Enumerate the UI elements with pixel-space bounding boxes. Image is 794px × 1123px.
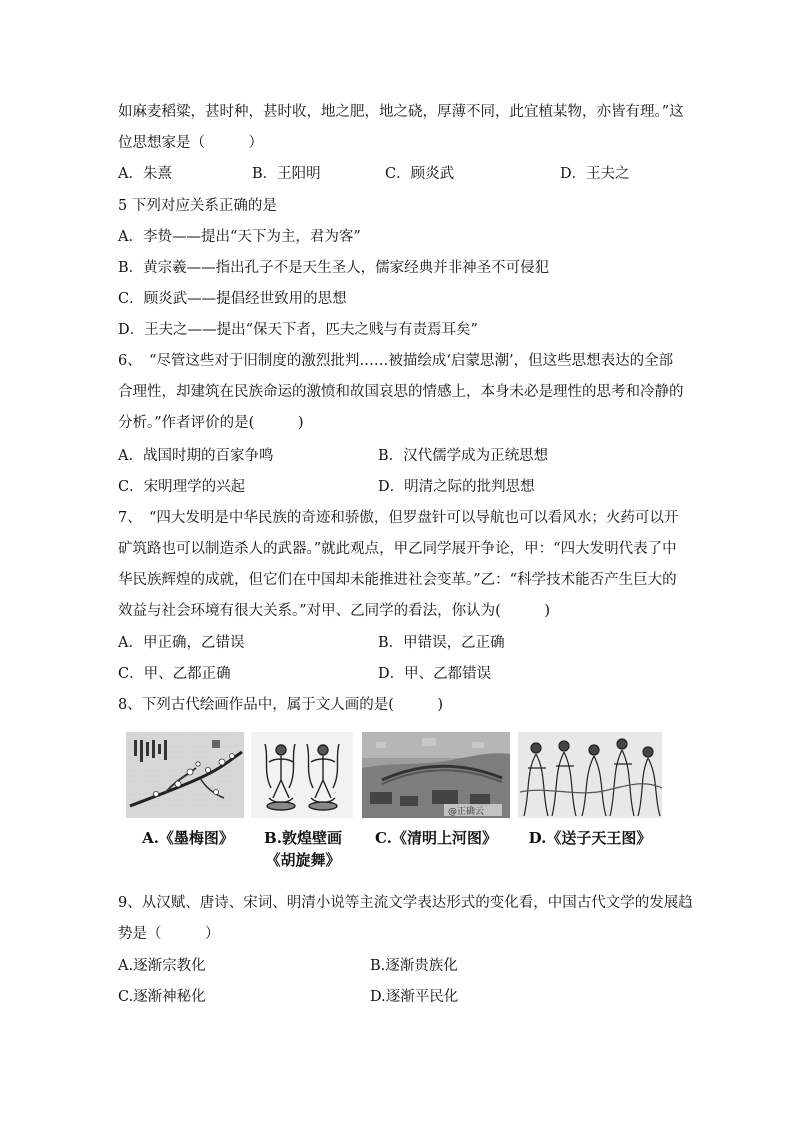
caption-b-line-2: 《胡旋舞》	[265, 851, 341, 869]
q9-option-a: A.逐渐宗教化	[118, 958, 206, 974]
q9-option-b: B.逐渐贵族化	[370, 958, 458, 974]
caption-a: A.《墨梅图》	[142, 829, 234, 847]
q4-stem-line-1: 如麻麦稻粱，甚时种，甚时收，地之肥，地之硗，厚薄不同，此宜植某物，亦皆有理。”这	[118, 104, 684, 120]
painting-mo-mei-tu	[126, 732, 244, 818]
q7-stem-line-1: 7、 “四大发明是中华民族的奇迹和骄傲，但罗盘针可以导航也可以看风水；火药可以开	[118, 510, 679, 526]
plum-blossom-image	[126, 732, 244, 818]
q6-option-c: C．宋明理学的兴起	[118, 479, 246, 495]
q6-option-d: D．明清之际的批判思想	[378, 479, 535, 495]
q7-stem-line-3: 华民族辉煌的成就，但它们在中国却未能推进社会变革。”乙：“科学技术能否产生巨大的	[118, 572, 677, 588]
caption-d: D.《送子天王图》	[528, 829, 652, 847]
q7-option-c: C．甲、乙都正确	[118, 666, 231, 682]
q6-option-a: A．战国时期的百家争鸣	[118, 448, 274, 464]
caption-c: C.《清明上河图》	[375, 829, 497, 847]
qingming-river-image	[362, 732, 510, 818]
q6-stem-line-1: 6、 “尽管这些对于旧制度的激烈批判……被描绘成‘启蒙思潮’，但这些思想表达的全部	[118, 353, 674, 369]
q7-option-b: B．甲错误，乙正确	[378, 635, 505, 651]
q5-stem: 5 下列对应关系正确的是	[118, 198, 277, 214]
q4-option-d: D．王夫之	[560, 166, 630, 182]
q7-stem-line-4: 效益与社会环境有很大关系。”对甲、乙同学的看法，你认为( )	[118, 603, 550, 619]
dunhuang-dancers-image	[251, 732, 353, 818]
q6-stem-line-2: 合理性，却建筑在民族命运的激愤和故国哀思的情感上，本身未必是理性的思考和冷静的	[118, 384, 684, 400]
q5-option-c: C．顾炎武——提倡经世致用的思想	[118, 291, 347, 307]
watermark-text: @正确云	[448, 807, 485, 817]
q9-stem-line-1: 9、从汉赋、唐诗、宋词、明清小说等主流文学表达形式的变化看，中国古代文学的发展趋	[118, 895, 693, 911]
q9-option-d: D.逐渐平民化	[370, 989, 459, 1005]
q9-option-c: C.逐渐神秘化	[118, 989, 206, 1005]
painting-qingming-shanghe-tu	[362, 732, 510, 818]
q4-stem-line-2: 位思想家是（ ）	[118, 135, 263, 151]
q9-stem-line-2: 势是（ ）	[118, 926, 220, 942]
painting-dunhuang-huxuan-dance	[251, 732, 353, 818]
painting-songzi-tianwang-tu	[518, 732, 662, 818]
caption-b-line-1: B.敦煌壁画	[264, 829, 342, 847]
q7-option-d: D．甲、乙都错误	[378, 666, 492, 682]
q5-option-b: B．黄宗羲——指出孔子不是天生圣人，儒家经典并非神圣不可侵犯	[118, 260, 550, 276]
q5-option-a: A．李贽——提出“天下为主，君为客”	[118, 229, 361, 245]
q6-option-b: B．汉代儒学成为正统思想	[378, 448, 549, 464]
q8-stem: 8、下列古代绘画作品中，属于文人画的是( )	[118, 697, 444, 713]
q4-option-a: A．朱熹	[118, 166, 172, 182]
q7-stem-line-2: 矿筑路也可以制造杀人的武器。”就此观点，甲乙同学展开争论，甲：“四大发明代表了中	[118, 541, 677, 557]
q4-option-b: B．王阳明	[252, 166, 321, 182]
songzi-tianwang-image	[518, 732, 662, 818]
q6-stem-line-3: 分析。”作者评价的是( )	[118, 415, 304, 431]
q8-painting-figures	[126, 732, 662, 882]
q7-option-a: A．甲正确，乙错误	[118, 635, 245, 651]
q4-option-c: C．顾炎武	[385, 166, 455, 182]
q5-option-d: D．王夫之——提出“保天下者，匹夫之贱与有责焉耳矣”	[118, 322, 478, 338]
